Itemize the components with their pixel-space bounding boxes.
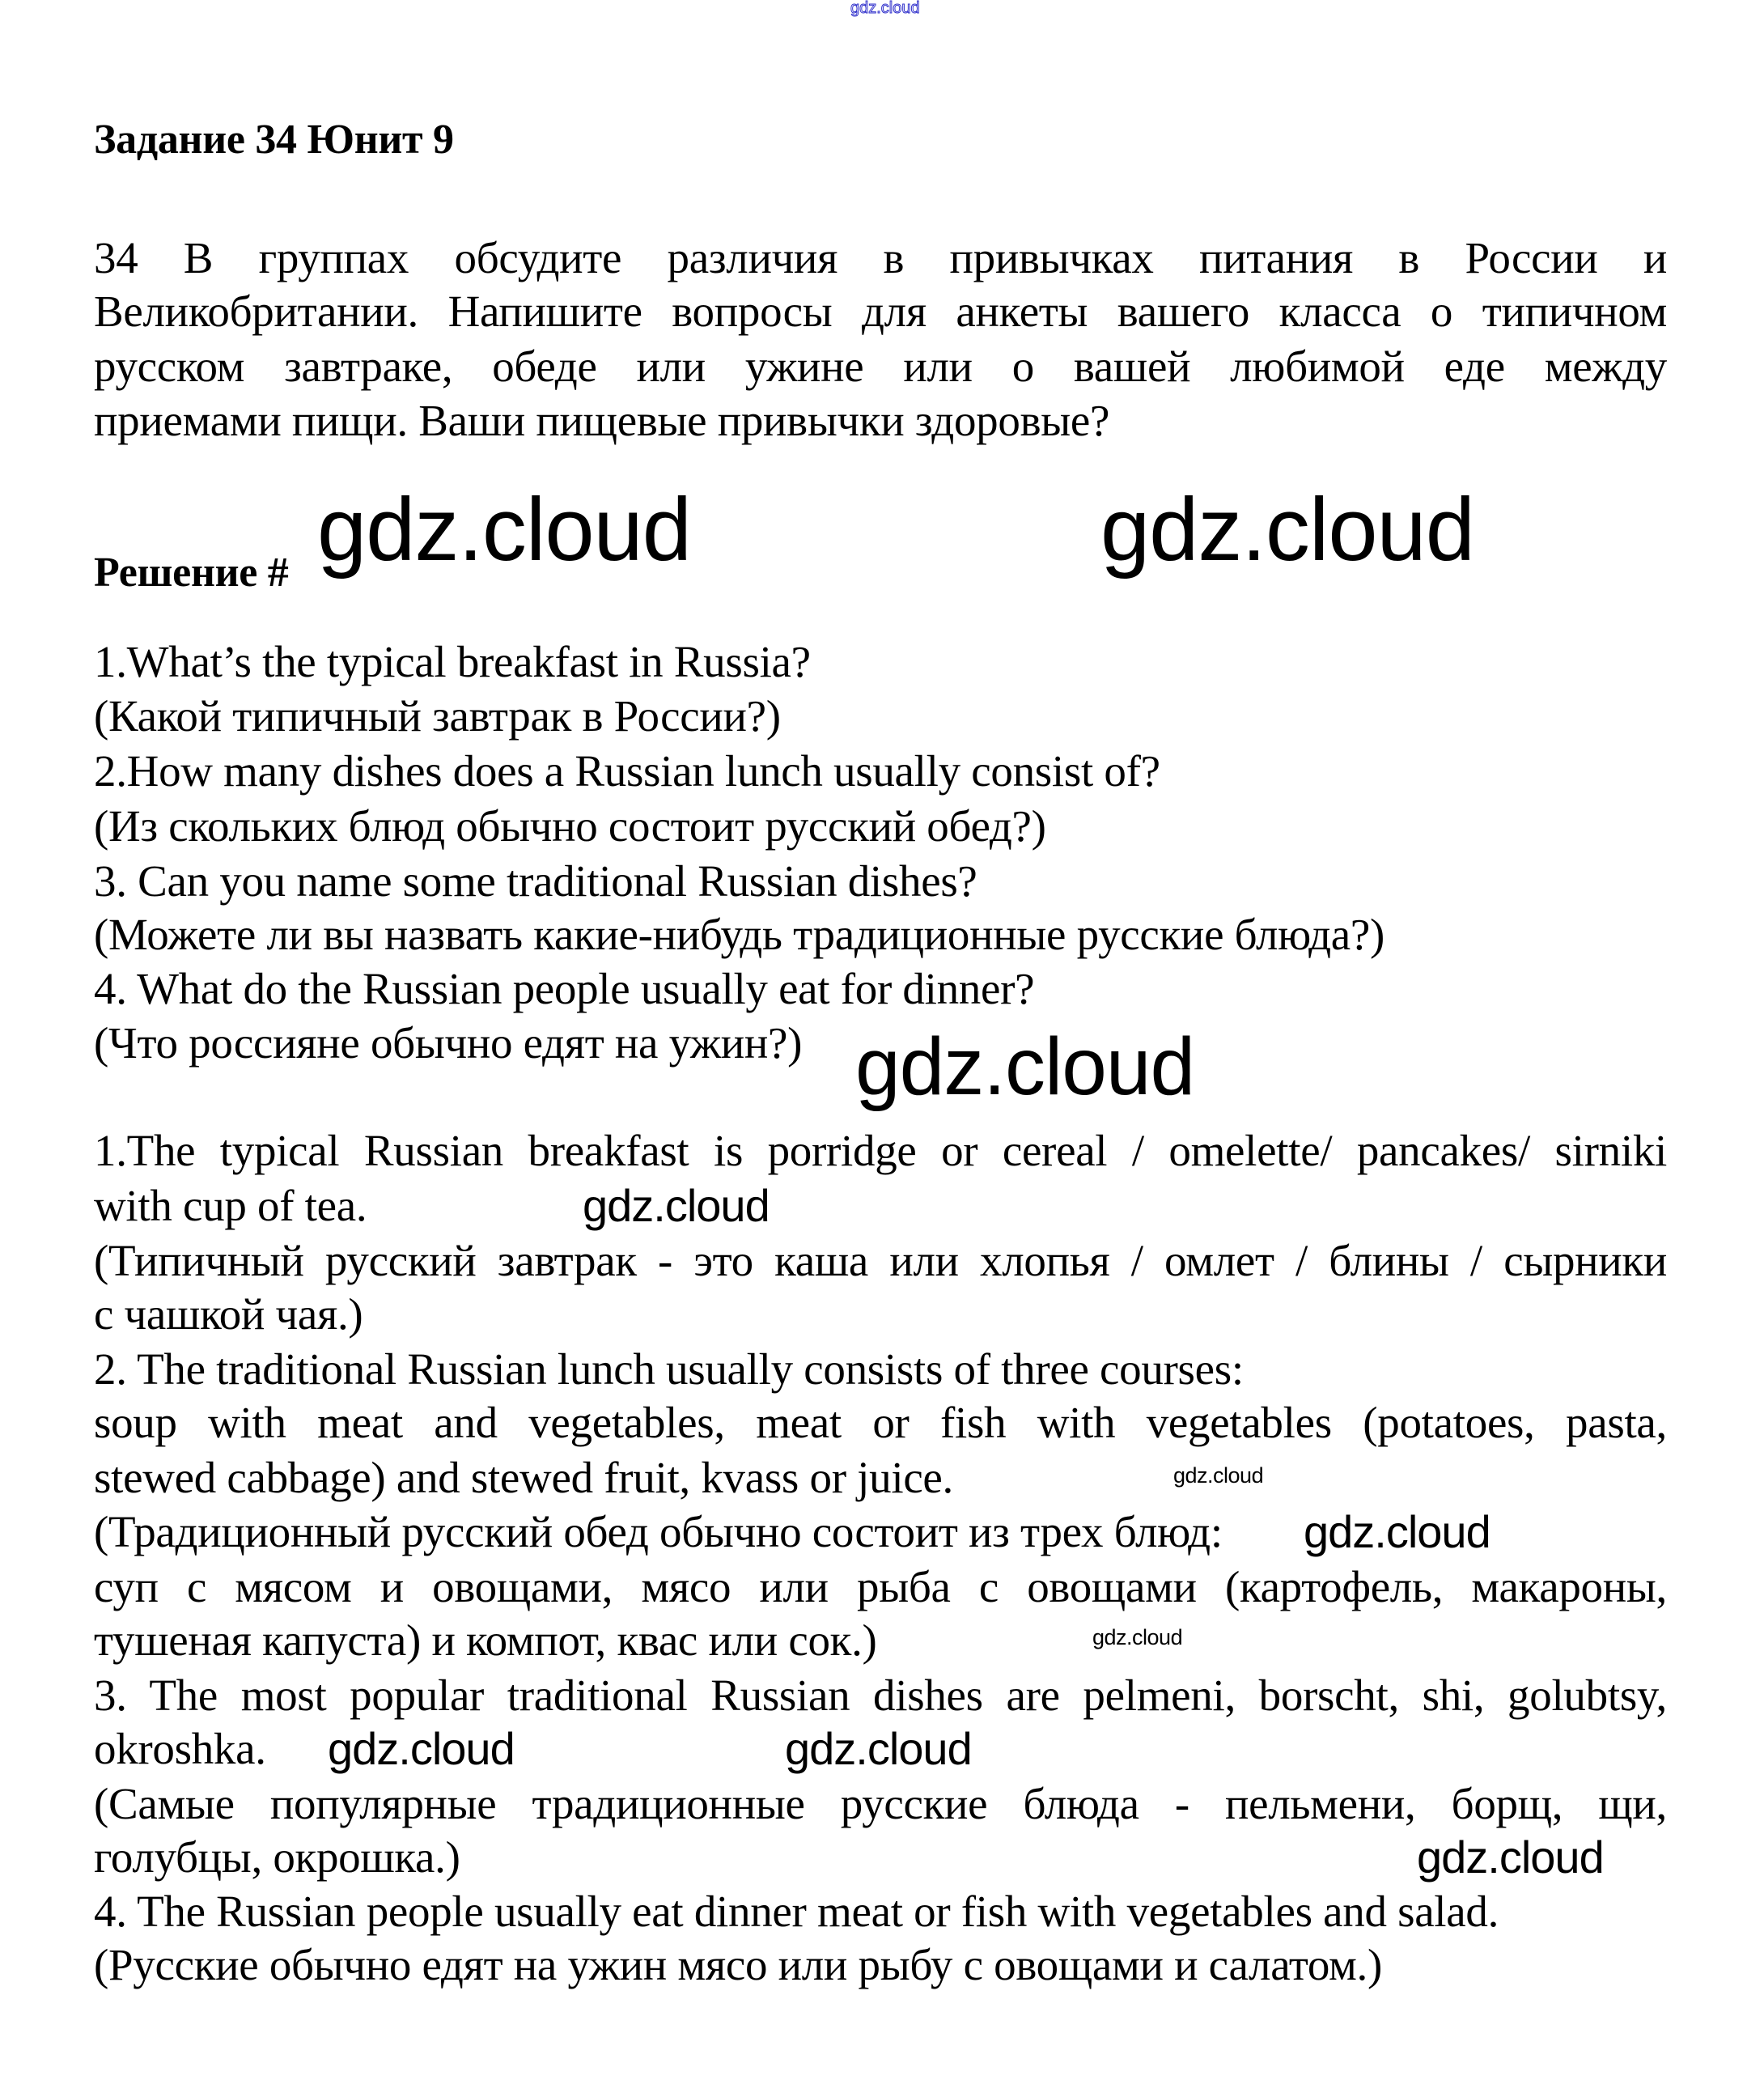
answer-line: (Самые популярные традиционные русские блюда - пельмени, борщ, щи, xyxy=(94,1779,1667,1828)
task-line: русском завтраке, обеде или ужине или о вашей любимой еде между xyxy=(94,342,1667,391)
task-line: 34 В группах обсудите различия в привычках питания в России и xyxy=(94,233,1667,282)
watermark-top: gdz.cloud xyxy=(850,0,920,17)
watermark: gdz.cloud xyxy=(1100,480,1474,579)
task-line: Великобритании. Напишите вопросы для анкеты вашего класса о типичном xyxy=(94,287,1667,336)
question-line: 2.How many dishes does a Russian lunch usually consist of? xyxy=(94,746,1160,796)
answer-line: 3. The most popular traditional Russian dishes are pelmeni, borscht, shi, golubtsy, xyxy=(94,1670,1667,1720)
answer-line: with cup of tea. xyxy=(94,1181,367,1230)
watermark: gdz.cloud xyxy=(785,1723,972,1774)
watermark: gdz.cloud xyxy=(1173,1463,1264,1488)
answer-line: (Русские обычно едят на ужин мясо или рыбу с овощами и салатом.) xyxy=(94,1940,1383,1989)
question-line: (Можете ли вы назвать какие-нибудь традиционные русские блюда?) xyxy=(94,910,1385,959)
answer-line: тушеная капуста) и компот, квас или сок.) xyxy=(94,1615,877,1665)
watermark: gdz.cloud xyxy=(855,1021,1195,1112)
answer-line: soup with meat and vegetables, meat or fish with vegetables (potatoes, pasta, xyxy=(94,1398,1667,1447)
question-line: (Какой типичный завтрак в России?) xyxy=(94,691,781,741)
answer-line: (Типичный русский завтрак - это каша или хлопья / омлет / блины / сырники xyxy=(94,1236,1667,1285)
answer-line: с чашкой чая.) xyxy=(94,1289,363,1339)
answer-line: суп с мясом и овощами, мясо или рыба с овощами (картофель, макароны, xyxy=(94,1562,1667,1611)
answer-line: 2. The traditional Russian lunch usually consists of three courses: xyxy=(94,1344,1244,1394)
answer-line: 1.The typical Russian breakfast is porridge or cereal / omelette/ pancakes/ sirniki xyxy=(94,1126,1667,1175)
question-line: 4. What do the Russian people usually eat for dinner? xyxy=(94,964,1035,1013)
answer-line: (Традиционный русский обед обычно состоит из трех блюд: xyxy=(94,1507,1223,1556)
watermark: gdz.cloud xyxy=(1417,1832,1604,1883)
question-line: 1.What’s the typical breakfast in Russia? xyxy=(94,637,811,686)
answer-line: голубцы, окрошка.) xyxy=(94,1832,460,1882)
answer-line: 4. The Russian people usually eat dinner meat or fish with vegetables and salad. xyxy=(94,1887,1499,1936)
page-title: Задание 34 Юнит 9 xyxy=(94,117,454,163)
watermark: gdz.cloud xyxy=(317,480,691,579)
answer-line: okroshka. xyxy=(94,1724,266,1773)
question-line: (Что россияне обычно едят на ужин?) xyxy=(94,1018,803,1068)
watermark: gdz.cloud xyxy=(583,1180,770,1231)
task-line: приемами пищи. Ваши пищевые привычки здоровые? xyxy=(94,396,1110,445)
watermark: gdz.cloud xyxy=(1092,1625,1183,1649)
answer-line: stewed cabbage) and stewed fruit, kvass or juice. xyxy=(94,1453,953,1502)
solution-label: Решение # xyxy=(94,550,289,596)
question-line: (Из скольких блюд обычно состоит русский обед?) xyxy=(94,801,1046,851)
watermark: gdz.cloud xyxy=(328,1723,515,1774)
watermark: gdz.cloud xyxy=(1304,1506,1490,1557)
question-line: 3. Can you name some traditional Russian dishes? xyxy=(94,856,977,906)
